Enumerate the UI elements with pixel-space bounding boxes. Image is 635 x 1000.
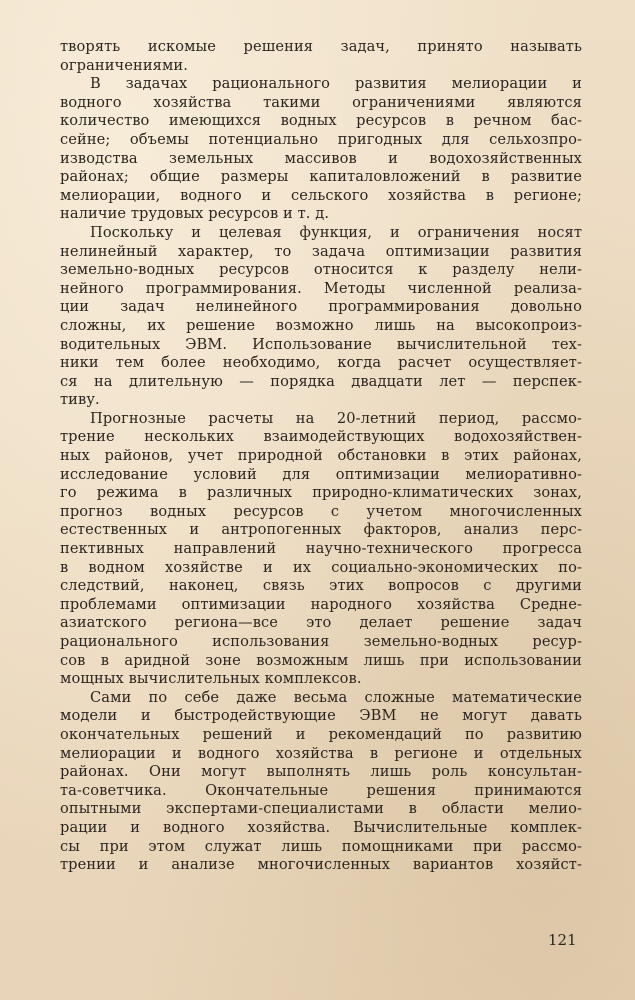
text-line: исследование условий для оптимизации мелиоративно- [60,465,582,483]
text-line: районах; общие размеры капиталовложений в развитие [60,168,582,186]
text-line: прогноз водных ресурсов с учетом многочисленных [60,502,582,520]
text-line: ных районов, учет природной обстановки в этих районах, [60,447,582,465]
text-line: трение нескольких взаимодействующих водохозяйствен- [60,428,582,446]
text-line: рационального использования земельно-водных ресур- [60,633,582,650]
text-line: творять искомые решения задач, принято называть [60,38,582,55]
text-line: рации и водного хозяйства. Вычислительные комплек- [60,818,582,836]
page-number: 121 [548,931,577,949]
text-line: сейне; объемы потенциально пригодных для сельхозпро- [60,130,582,148]
text-line: мощных вычислительных комплексов. [60,670,362,688]
text-line: пективных направлений научно-технического прогресса [60,540,582,558]
text-line: нелинейный характер, то задача оптимизации развития [60,242,582,260]
text-line: Прогнозные расчеты на 20-летний период, рассмо- [90,409,582,427]
text-line: ники тем более необходимо, когда расчет осуществляет- [60,354,582,372]
text-line: трении и анализе многочисленных вариантов хозяйст- [60,856,582,874]
text-line: водного хозяйства такими ограничениями являются [60,93,582,111]
text-line: сложны, их решение возможно лишь на высокопроиз- [60,316,582,334]
text-line: модели и быстродействующие ЭВМ не могут давать [60,707,582,725]
text-line: го режима в различных природно-климатических зонах, [60,484,582,502]
text-line: Сами по себе даже весьма сложные математические [90,688,582,706]
text-line: Поскольку и целевая функция, и ограничения носят [90,223,582,241]
text-line: сы при этом служат лишь помощниками при рассмо- [60,837,582,855]
text-line: нейного программирования. Методы численной реализа- [60,279,582,297]
text-line: ограничениями. [60,56,188,74]
text-line: в водном хозяйстве и их социально-экономических по- [60,558,582,576]
text-line: земельно-водных ресурсов относится к разделу нели- [60,261,582,279]
text-line: наличие трудовых ресурсов и т. д. [60,205,330,223]
text-line: тиву. [60,391,100,409]
text-line: водительных ЭВМ. Использование вычислительной тех- [60,335,582,353]
text-line: та-советчика. Окончательные решения принимаются [60,781,582,799]
text-line: ции задач нелинейного программирования довольно [60,298,582,316]
text-line: сов в аридной зоне возможным лишь при использовании [60,651,582,669]
text-line: проблемами оптимизации народного хозяйства Средне- [60,595,582,613]
text-line: азиатского региона—все это делает решение задач [60,614,582,632]
text-line: В задачах рационального развития мелиорации и [90,75,582,93]
text-line: окончательных решений и рекомендаций по развитию [60,725,582,743]
text-line: опытными экспертами-специалистами в области мелио- [60,800,582,818]
text-line: следствий, наконец, связь этих вопросов с другими [60,577,582,595]
text-line: изводства земельных массивов и водохозяйственных [60,149,582,167]
text-line: количество имеющихся водных ресурсов в речном бас- [60,112,582,130]
text-line: районах. Они могут выполнять лишь роль консультан- [60,763,582,781]
text-line: мелиорации и водного хозяйства в регионе и отдельных [60,744,582,762]
text-line: ся на длительную — порядка двадцати лет — перспек- [60,372,582,390]
body-text [60,38,582,875]
text-line: естественных и антропогенных факторов, анализ перс- [60,521,582,539]
text-line: мелиорации, водного и сельского хозяйства в регионе; [60,186,582,204]
